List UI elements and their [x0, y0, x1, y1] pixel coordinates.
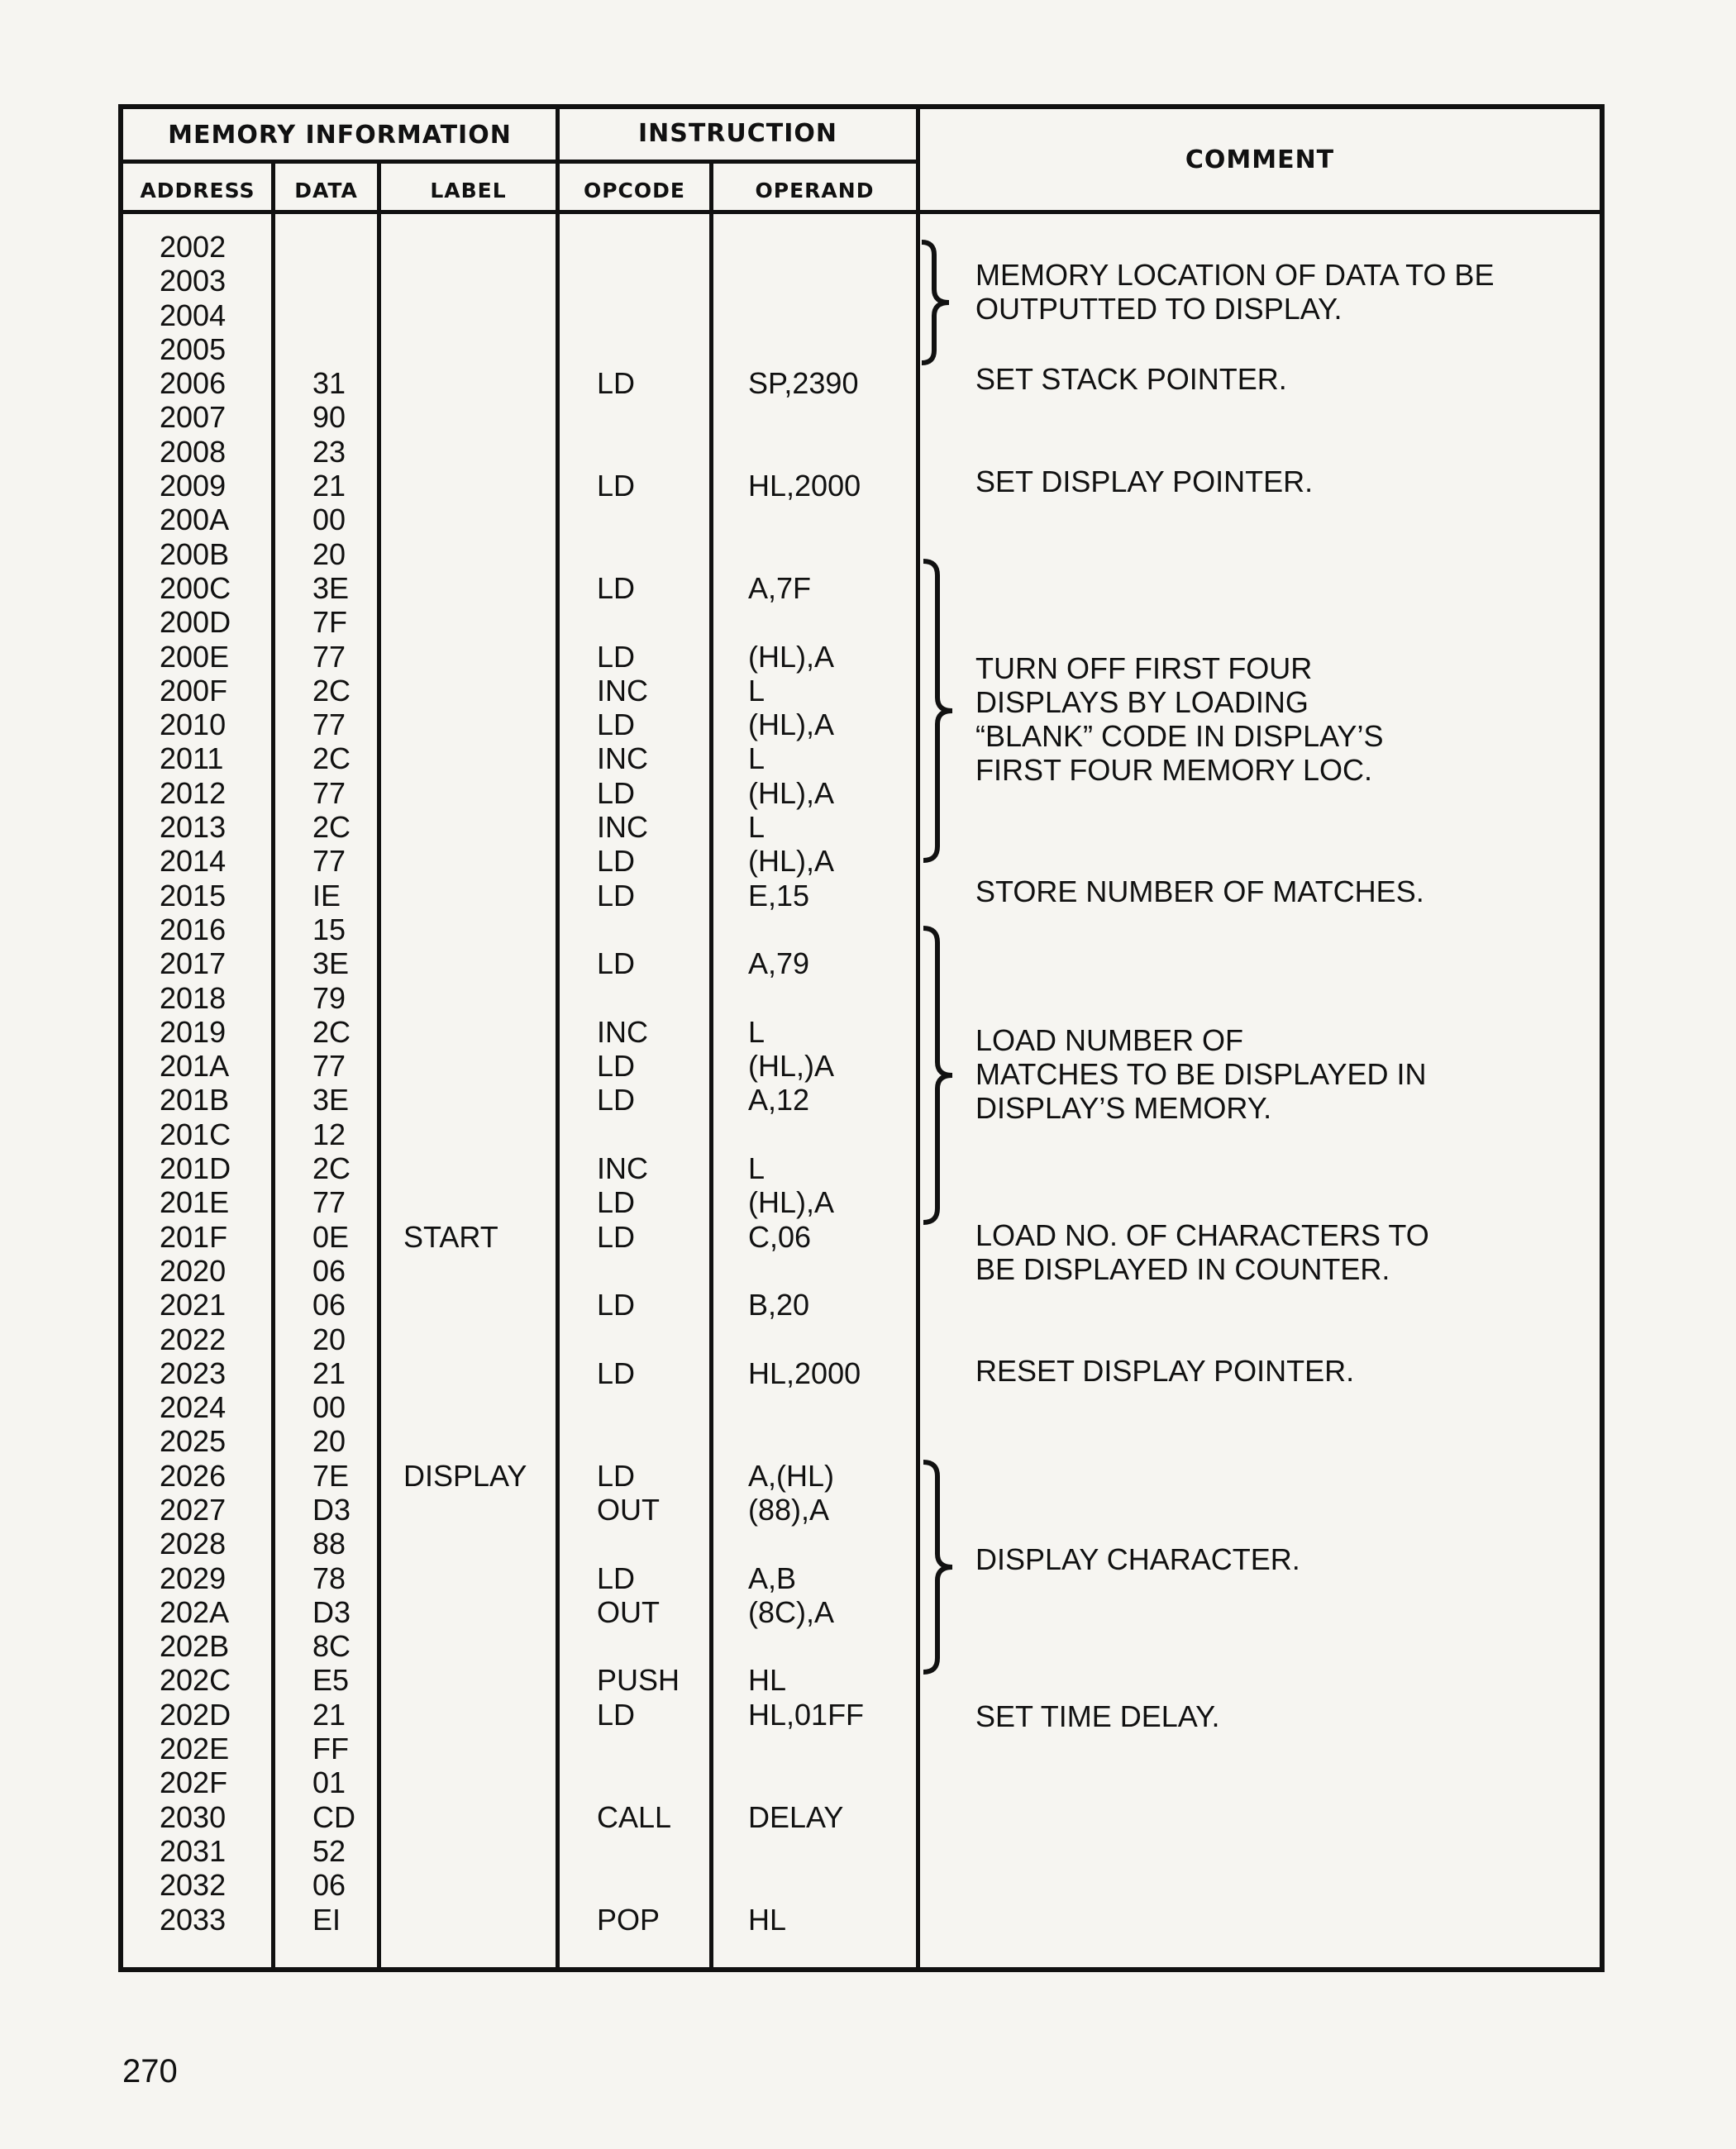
label-cell [403, 1083, 569, 1117]
data-cell: 12 [312, 1117, 346, 1151]
comment-line: TURN OFF FIRST FOUR [975, 651, 1313, 685]
opcode-cell [597, 981, 704, 1015]
label-cell [403, 1493, 569, 1527]
comment-line: OUTPUTTED TO DISPLAY. [975, 292, 1343, 326]
opcode-cell [597, 605, 704, 639]
operand-cell: A,12 [748, 1083, 810, 1117]
data-cell: 23 [312, 434, 346, 469]
data-cell: 77 [312, 1049, 346, 1084]
operand-cell [748, 1732, 913, 1765]
label-cell [403, 1903, 569, 1937]
operand-column [748, 230, 913, 1937]
operand-cell: (HL),A [748, 1185, 835, 1220]
label-cell [403, 1254, 569, 1288]
opcode-cell [597, 298, 704, 332]
operand-cell [748, 912, 913, 946]
header-label: LABEL [430, 179, 507, 203]
opcode-cell [597, 400, 704, 434]
address-cell: 201A [160, 1049, 230, 1084]
comment-line: RESET DISPLAY POINTER. [975, 1354, 1355, 1388]
opcode-cell: LD [597, 366, 636, 401]
label-cell: START [403, 1219, 498, 1254]
data-cell: 06 [312, 1253, 346, 1288]
address-cell: 2027 [160, 1492, 227, 1527]
opcode-cell [597, 1117, 704, 1151]
operand-cell: (HL),A [748, 775, 835, 810]
operand-cell [748, 435, 913, 469]
data-cell: 20 [312, 1322, 346, 1356]
address-cell: 200C [160, 570, 231, 605]
label-cell [403, 605, 569, 639]
label-cell [403, 1732, 569, 1765]
address-cell: 202F [160, 1765, 228, 1800]
address-cell: 202D [160, 1697, 231, 1732]
label-cell [403, 844, 569, 878]
label-column [403, 230, 569, 1937]
comment-load-characters [975, 1218, 1429, 1286]
divider-opcode-operand [709, 162, 713, 1972]
label-cell [403, 912, 569, 946]
data-cell: 06 [312, 1868, 346, 1903]
label-cell [403, 503, 569, 536]
address-cell: 200E [160, 639, 230, 674]
operand-cell: (HL,)A [748, 1049, 835, 1084]
address-cell: 2028 [160, 1527, 227, 1561]
opcode-cell: LD [597, 469, 636, 503]
data-cell: D3 [312, 1594, 351, 1629]
label-cell [403, 1663, 569, 1697]
label-cell [403, 946, 569, 980]
operand-cell [748, 332, 913, 366]
opcode-cell: LD [597, 775, 636, 810]
data-cell: 88 [312, 1527, 346, 1561]
data-cell: 77 [312, 708, 346, 742]
address-cell: 2024 [160, 1390, 227, 1425]
label-cell [403, 1185, 569, 1219]
operand-cell: (HL),A [748, 844, 835, 879]
operand-cell [748, 1390, 913, 1424]
operand-cell [748, 537, 913, 571]
address-cell: 2020 [160, 1253, 227, 1288]
data-cell: 77 [312, 1185, 346, 1220]
operand-cell [748, 230, 913, 264]
label-cell [403, 366, 569, 400]
address-cell: 202C [160, 1663, 231, 1698]
comment-time-delay [975, 1699, 1219, 1733]
comment-line: SET TIME DELAY. [975, 1699, 1220, 1733]
address-cell: 2007 [160, 400, 227, 435]
label-cell [403, 1868, 569, 1902]
address-cell: 200F [160, 673, 228, 708]
operand-cell: L [748, 1014, 765, 1049]
data-cell [312, 264, 379, 298]
operand-cell: A,7F [748, 570, 812, 605]
data-cell: 00 [312, 1390, 346, 1425]
opcode-cell [597, 1527, 704, 1561]
data-cell: 77 [312, 775, 346, 810]
data-cell: 20 [312, 536, 346, 571]
address-cell: 201D [160, 1151, 231, 1186]
data-cell: 2C [312, 673, 351, 708]
operand-cell [748, 1527, 913, 1561]
comment-line: FIRST FOUR MEMORY LOC. [975, 753, 1373, 787]
label-cell [403, 674, 569, 708]
label-cell [403, 1049, 569, 1083]
brace-turn-off-displays [919, 559, 969, 863]
label-cell [403, 708, 569, 741]
data-cell: 77 [312, 639, 346, 674]
data-cell [312, 332, 379, 366]
operand-cell [748, 1322, 913, 1356]
comment-line: DISPLAYS BY LOADING [975, 685, 1309, 719]
header-subdivider [118, 160, 918, 164]
address-cell: 2026 [160, 1458, 227, 1493]
opcode-cell [597, 264, 704, 298]
address-cell: 2018 [160, 980, 227, 1015]
label-cell [403, 1288, 569, 1322]
opcode-cell: LD [597, 639, 636, 674]
opcode-cell: INC [597, 741, 648, 776]
header-memory-information: MEMORY INFORMATION [168, 121, 512, 150]
header-address: ADDRESS [140, 179, 255, 203]
address-cell: 201F [160, 1219, 228, 1254]
address-cell: 2031 [160, 1833, 227, 1868]
operand-cell: SP,2390 [748, 366, 859, 401]
operand-cell [748, 1424, 913, 1458]
label-cell [403, 264, 569, 298]
data-cell: FF [312, 1732, 349, 1766]
operand-cell [748, 1254, 913, 1288]
comment-line: “BLANK” CODE IN DISPLAY’S [975, 719, 1384, 753]
comment-line: DISPLAY’S MEMORY. [975, 1091, 1272, 1125]
opcode-cell: INC [597, 1151, 648, 1186]
brace-load-matches [919, 926, 969, 1225]
address-cell: 201E [160, 1185, 230, 1220]
label-cell [403, 1527, 569, 1561]
label-cell [403, 1561, 569, 1595]
address-cell: 2019 [160, 1014, 227, 1049]
address-cell: 2029 [160, 1561, 227, 1595]
comment-line: STORE NUMBER OF MATCHES. [975, 874, 1424, 908]
data-cell: 3E [312, 946, 350, 981]
label-cell [403, 1356, 569, 1390]
address-cell: 2016 [160, 912, 227, 946]
opcode-cell: LD [597, 708, 636, 742]
address-cell: 2011 [160, 741, 224, 776]
address-cell: 2022 [160, 1322, 227, 1356]
opcode-cell: LD [597, 1356, 636, 1390]
label-cell [403, 1015, 569, 1049]
data-cell: 90 [312, 400, 346, 435]
opcode-cell: PUSH [597, 1663, 680, 1698]
comment-line: LOAD NO. OF CHARACTERS TO [975, 1218, 1429, 1252]
operand-cell [748, 503, 913, 536]
opcode-cell: POP [597, 1902, 661, 1937]
label-cell [403, 1765, 569, 1799]
label-cell [403, 571, 569, 605]
opcode-cell: LD [597, 844, 636, 879]
label-cell [403, 810, 569, 844]
address-cell: 2003 [160, 264, 227, 298]
opcode-cell: LD [597, 570, 636, 605]
brace-display-character [919, 1460, 969, 1675]
label-cell [403, 298, 569, 332]
operand-cell [748, 400, 913, 434]
comment-line: MEMORY LOCATION OF DATA TO BE [975, 258, 1495, 292]
label-cell [403, 981, 569, 1015]
address-column [160, 230, 255, 1937]
data-cell: 21 [312, 1356, 346, 1390]
operand-cell: L [748, 810, 765, 845]
address-cell: 200A [160, 503, 230, 537]
comment-store-matches [975, 874, 1424, 908]
opcode-cell [597, 230, 704, 264]
data-cell: 2C [312, 1151, 351, 1186]
header-operand: OPERAND [755, 179, 875, 203]
operand-cell: DELAY [748, 1799, 844, 1834]
data-cell: 79 [312, 980, 346, 1015]
operand-cell: A,B [748, 1561, 797, 1595]
header-opcode: OPCODE [583, 179, 685, 203]
data-cell: 3E [312, 570, 350, 605]
comment-memory-location [975, 258, 1494, 326]
address-cell: 2008 [160, 434, 227, 469]
opcode-cell: LD [597, 1561, 636, 1595]
data-cell: 21 [312, 469, 346, 503]
label-cell [403, 1117, 569, 1151]
label-cell [403, 1698, 569, 1732]
opcode-cell [597, 435, 704, 469]
opcode-cell [597, 1322, 704, 1356]
opcode-cell: LD [597, 1083, 636, 1117]
address-cell: 200B [160, 536, 230, 571]
operand-cell: E,15 [748, 878, 810, 912]
operand-cell: HL [748, 1902, 787, 1937]
address-cell: 202B [160, 1629, 230, 1664]
label-cell [403, 1151, 569, 1185]
opcode-cell: LD [597, 946, 636, 981]
operand-cell: (HL),A [748, 639, 835, 674]
data-cell [312, 298, 379, 332]
label-cell [403, 537, 569, 571]
data-cell: D3 [312, 1492, 351, 1527]
address-cell: 2013 [160, 810, 227, 845]
address-cell: 2004 [160, 298, 227, 332]
address-cell: 2021 [160, 1288, 227, 1322]
label-cell [403, 400, 569, 434]
operand-cell [748, 981, 913, 1015]
address-cell: 2005 [160, 331, 227, 366]
address-cell: 2017 [160, 946, 227, 981]
operand-cell [748, 1629, 913, 1663]
operand-cell: HL,2000 [748, 1356, 861, 1390]
label-cell [403, 1834, 569, 1868]
opcode-cell: INC [597, 1014, 648, 1049]
data-cell: E5 [312, 1663, 350, 1698]
data-cell: 15 [312, 912, 346, 946]
label-cell: DISPLAY [403, 1458, 527, 1493]
label-cell [403, 1322, 569, 1356]
data-cell: EI [312, 1902, 341, 1937]
address-cell: 2032 [160, 1868, 227, 1903]
address-cell: 2012 [160, 775, 227, 810]
comment-load-matches [975, 1023, 1426, 1125]
address-cell: 2006 [160, 366, 227, 401]
comment-line: BE DISPLAYED IN COUNTER. [975, 1252, 1390, 1286]
data-cell: 7E [312, 1458, 350, 1493]
operand-cell: HL,2000 [748, 469, 861, 503]
data-cell: 52 [312, 1833, 346, 1868]
opcode-cell: LD [597, 878, 636, 912]
operand-cell: HL [748, 1663, 787, 1698]
opcode-cell: LD [597, 1219, 636, 1254]
address-cell: 201B [160, 1083, 230, 1117]
opcode-cell [597, 1390, 704, 1424]
comment-display-pointer [975, 465, 1313, 498]
data-cell: 31 [312, 366, 346, 401]
data-cell: 3E [312, 1083, 350, 1117]
operand-cell [748, 1765, 913, 1799]
address-cell: 2015 [160, 878, 227, 912]
comment-line: SET STACK POINTER. [975, 362, 1287, 396]
address-cell: 2030 [160, 1799, 227, 1834]
opcode-cell [597, 1834, 704, 1868]
data-cell: 78 [312, 1561, 346, 1595]
comment-line: SET DISPLAY POINTER. [975, 465, 1314, 498]
data-cell: 2C [312, 741, 351, 776]
address-cell: 2023 [160, 1356, 227, 1390]
opcode-cell [597, 1424, 704, 1458]
opcode-column [597, 230, 704, 1937]
opcode-cell: OUT [597, 1594, 660, 1629]
label-cell [403, 1800, 569, 1834]
operand-cell: A,(HL) [748, 1458, 835, 1493]
address-cell: 202E [160, 1732, 230, 1766]
header-instruction: INSTRUCTION [637, 119, 838, 148]
label-cell [403, 1424, 569, 1458]
data-cell: IE [312, 878, 341, 912]
address-cell: 2033 [160, 1902, 227, 1937]
data-cell: CD [312, 1799, 355, 1834]
address-cell: 201C [160, 1117, 231, 1151]
comment-line: LOAD NUMBER OF [975, 1023, 1244, 1057]
opcode-cell [597, 1868, 704, 1902]
header-bottom-rule [118, 210, 1605, 214]
data-column [312, 230, 379, 1937]
data-cell: 21 [312, 1697, 346, 1732]
label-cell [403, 879, 569, 912]
address-cell: 2009 [160, 469, 227, 503]
opcode-cell [597, 1765, 704, 1799]
divider-address-data [271, 162, 275, 1972]
operand-cell: (HL),A [748, 708, 835, 742]
label-cell [403, 1629, 569, 1663]
opcode-cell: LD [597, 1288, 636, 1322]
opcode-cell: OUT [597, 1492, 660, 1527]
label-cell [403, 230, 569, 264]
data-cell: 2C [312, 1014, 351, 1049]
address-cell: 202A [160, 1594, 230, 1629]
opcode-cell [597, 1629, 704, 1663]
label-cell [403, 1390, 569, 1424]
brace-memory-location [918, 240, 967, 365]
operand-cell: (88),A [748, 1492, 830, 1527]
operand-cell: A,79 [748, 946, 810, 981]
opcode-cell: LD [597, 1458, 636, 1493]
header-data: DATA [294, 179, 358, 203]
data-cell: 77 [312, 844, 346, 879]
data-cell: 7F [312, 605, 348, 640]
label-cell [403, 640, 569, 674]
opcode-cell [597, 503, 704, 536]
address-cell: 2025 [160, 1424, 227, 1459]
operand-cell: L [748, 741, 765, 776]
operand-cell [748, 298, 913, 332]
comment-stack-pointer [975, 362, 1287, 396]
opcode-cell: LD [597, 1185, 636, 1220]
address-cell: 2010 [160, 708, 227, 742]
address-cell: 2002 [160, 230, 227, 264]
comment-display-character [975, 1542, 1300, 1576]
data-cell: 2C [312, 810, 351, 845]
operand-cell: L [748, 1151, 765, 1186]
label-cell [403, 435, 569, 469]
label-cell [403, 1595, 569, 1629]
opcode-cell: LD [597, 1697, 636, 1732]
label-cell [403, 332, 569, 366]
data-cell: 01 [312, 1765, 346, 1800]
data-cell: 20 [312, 1424, 346, 1459]
operand-cell [748, 1868, 913, 1902]
operand-cell [748, 264, 913, 298]
opcode-cell [597, 1254, 704, 1288]
opcode-cell: INC [597, 673, 648, 708]
comment-line: MATCHES TO BE DISPLAYED IN [975, 1057, 1427, 1091]
page-number: 270 [122, 2053, 178, 2089]
opcode-cell: CALL [597, 1799, 672, 1834]
operand-cell [748, 605, 913, 639]
opcode-cell [597, 1732, 704, 1765]
operand-cell [748, 1834, 913, 1868]
opcode-cell [597, 537, 704, 571]
opcode-cell: LD [597, 1049, 636, 1084]
header-comment: COMMENT [1185, 145, 1335, 174]
data-cell: 06 [312, 1288, 346, 1322]
data-cell: 8C [312, 1629, 351, 1664]
comment-reset-pointer [975, 1354, 1354, 1388]
operand-cell: HL,01FF [748, 1697, 865, 1732]
label-cell [403, 741, 569, 775]
address-cell: 200D [160, 605, 231, 640]
operand-cell: (8C),A [748, 1594, 835, 1629]
label-cell [403, 469, 569, 503]
comment-turn-off-displays [975, 651, 1383, 787]
comment-line: DISPLAY CHARACTER. [975, 1542, 1300, 1576]
operand-cell: L [748, 673, 765, 708]
operand-cell [748, 1117, 913, 1151]
operand-cell: C,06 [748, 1219, 812, 1254]
address-cell: 2014 [160, 844, 227, 879]
opcode-cell: INC [597, 810, 648, 845]
data-cell: 00 [312, 503, 346, 537]
label-cell [403, 776, 569, 810]
opcode-cell [597, 332, 704, 366]
opcode-cell [597, 912, 704, 946]
data-cell: 0E [312, 1219, 350, 1254]
operand-cell: B,20 [748, 1288, 810, 1322]
data-cell [312, 230, 379, 264]
